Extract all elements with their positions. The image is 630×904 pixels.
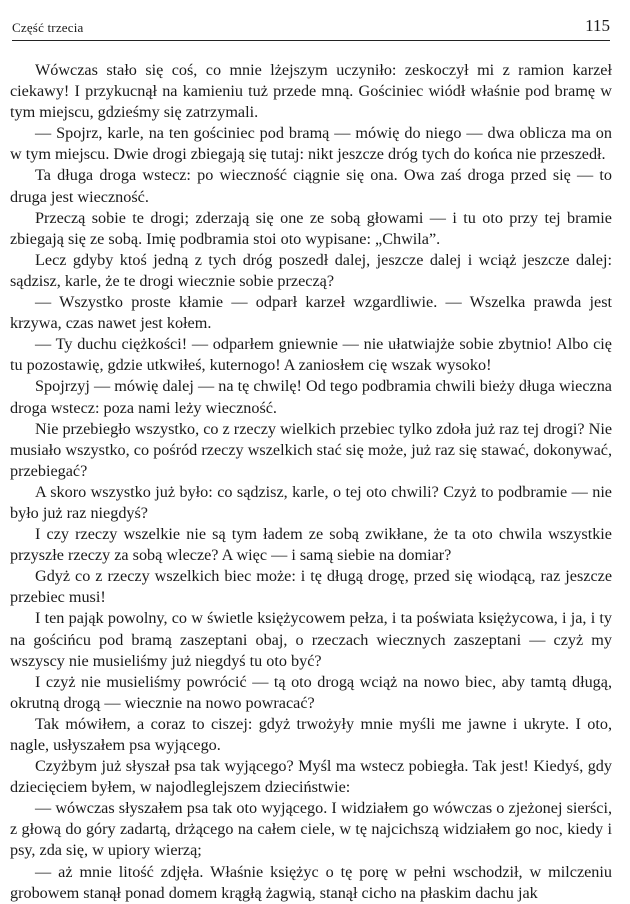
paragraph: I czyż nie musieliśmy powrócić — tą oto drogą wciąż na nowo biec, aby tamtą długą, okrutną drogą — wiecznie na nowo powracać? xyxy=(10,672,612,712)
section-title: Część trzecia xyxy=(12,20,84,35)
paragraph: Tak mówiłem, a coraz to ciszej: gdyż trwożyły mnie myśli me jawne i ukryte. I oto, nagle, usłyszałem psa wyjącego. xyxy=(10,714,612,754)
paragraph: I czy rzeczy wszelkie nie są tym ładem ze sobą zwikłane, że ta oto chwila wszystkie przyszłe rzeczy za sobą wlecze? A więc — i samą siebie na domiar? xyxy=(10,525,612,565)
paragraph: — wówczas słyszałem psa tak oto wyjącego. I widziałem go wówczas o zjeżonej sierści, z głową do góry zadartą, drżącego na całem ciele, w tę najcichszą widziałem go noc, kiedy i psy, zda się, w upiory wierzą; xyxy=(10,799,612,860)
paragraph: — Spojrz, karle, na ten gościniec pod bramą — mówię do niego — dwa oblicza ma on w tym miejscu. Dwie drogi zbiegają się tutaj: nikt jeszcze dróg tych do końca nie przeszedł. xyxy=(10,124,612,164)
body-text xyxy=(10,60,612,904)
paragraph: A skoro wszystko już było: co sądzisz, karle, o tej oto chwili? Czyż to podbramie — nie było już raz niegdyś? xyxy=(10,482,612,522)
paragraph: Ta długa droga wstecz: po wieczność ciągnie się ona. Owa zaś droga przed się — to druga jest wieczność. xyxy=(10,166,612,206)
paragraph: Nie przebiegło wszystko, co z rzeczy wielkich przebiec tylko zdoła już raz tej drogi? Nie musiało wszystko, co pośród rzeczy wszelkich stać się może, już raz się stawać, dokonywać, przebiegać? xyxy=(10,419,612,480)
page-number: 115 xyxy=(585,16,610,35)
paragraph: Przeczą sobie te drogi; zderzają się one ze sobą głowami — i tu oto przy tej bramie zbiegają się ze sobą. Imię podbramia stoi oto wypisane: „Chwila”. xyxy=(10,208,612,248)
paragraph: Spojrzyj — mówię dalej — na tę chwilę! Od tego podbramia chwili bieży długa wieczna droga wstecz: poza nami leży wieczność. xyxy=(10,377,612,417)
running-header xyxy=(12,16,610,41)
paragraph: — aż mnie litość zdjęła. Właśnie księżyc o tę porę w pełni wschodził, w milczeniu grobowem stanął ponad domem krągłą żagwią, stanął cicho na płaskim dachu jak xyxy=(10,862,612,902)
paragraph: Czyżbym już słyszał psa tak wyjącego? Myśl ma wstecz pobiegła. Tak jest! Kiedyś, gdy dziecięciem byłem, w najodleglejszem dzieciństwie: xyxy=(10,757,612,797)
paragraph: — Wszystko proste kłamie — odparł karzeł wzgardliwie. — Wszelka prawda jest krzywa, czas nawet jest kołem. xyxy=(10,293,612,333)
paragraph: — Ty duchu ciężkości! — odparłem gniewnie — nie ułatwiajże sobie zbytnio! Albo cię tu pozostawię, gdzie utkwiłeś, kuternogo! A zaniosłem cię wszak wysoko! xyxy=(10,335,612,375)
paragraph: Lecz gdyby ktoś jedną z tych dróg poszedł dalej, jeszcze dalej i wciąż jeszcze dalej: sądzisz, karle, że te drogi wiecznie sobie przeczą? xyxy=(10,250,612,290)
paragraph: Gdyż co z rzeczy wszelkich biec może: i tę długą drogę, przed się wiodącą, raz jeszcze przebiec musi! xyxy=(10,567,612,607)
paragraph: Wówczas stało się coś, co mnie lżejszym uczyniło: zeskoczył mi z ramion karzeł ciekawy! I przykucnął na kamieniu tuż przede mną. Gościniec wiódł właśnie pod bramę w tym miejscu, gdzieśmy się zatrzymali. xyxy=(10,61,612,122)
paragraph: I ten pająk powolny, co w świetle księżycowem pełza, i ta poświata księżycowa, i ja, i ty na gościńcu pod bramą zaszeptani obaj, o rzeczach wiecznych zaszeptani — czyż my wszyscy nie musieliśmy już niegdyś tu oto być? xyxy=(10,609,612,670)
